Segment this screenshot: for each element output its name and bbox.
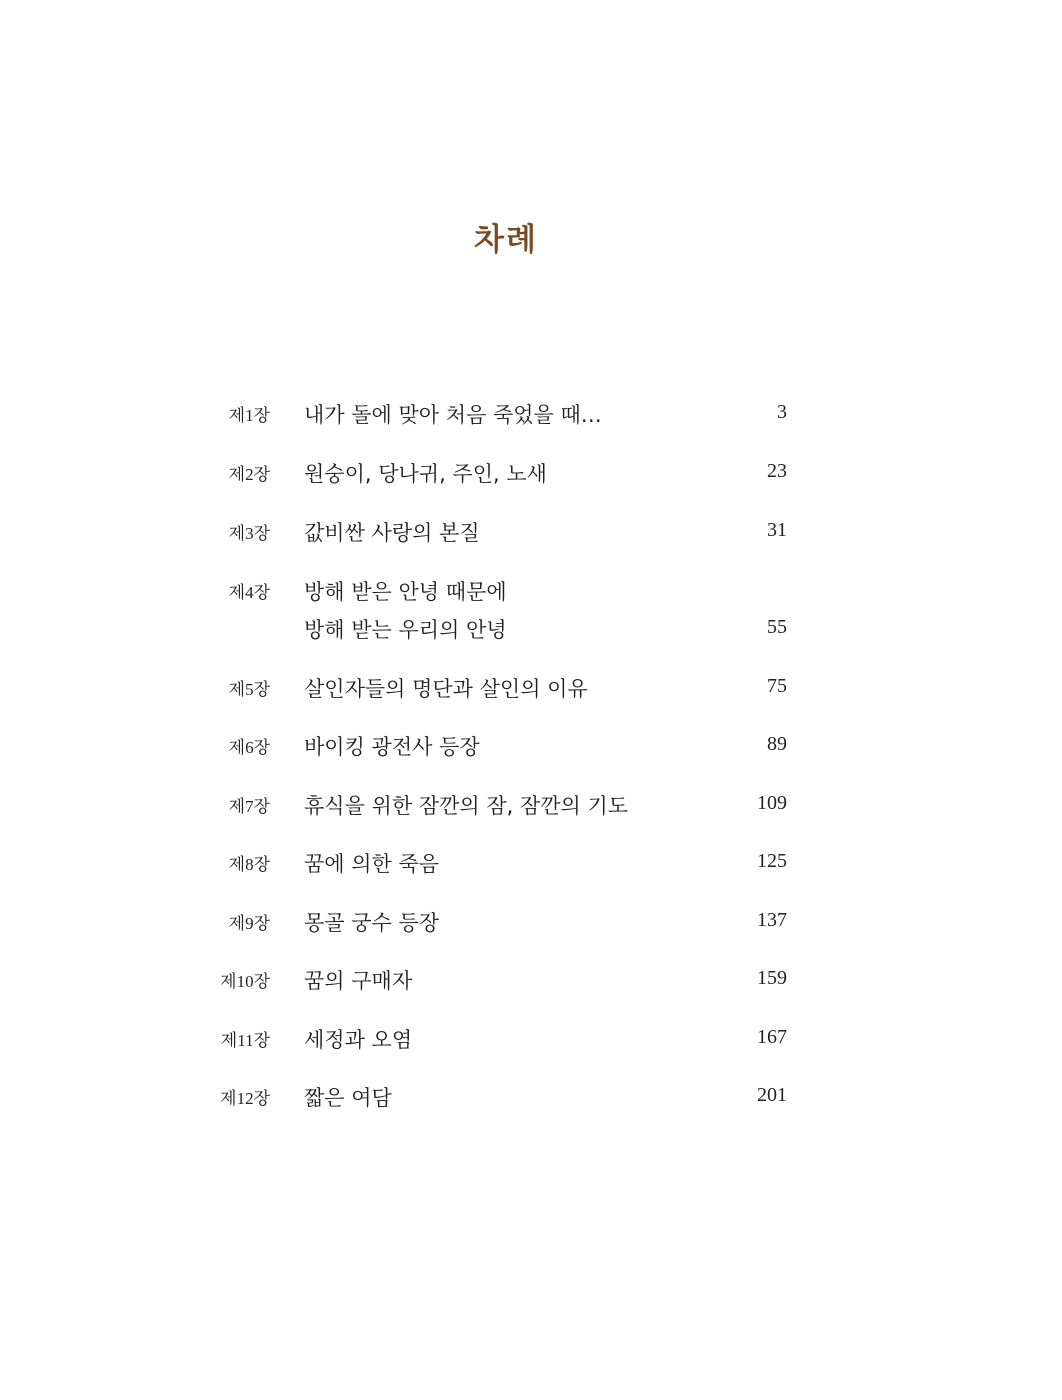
chapter-title-line: 원숭이, 당나귀, 주인, 노새 (304, 462, 547, 486)
chapter-title-line: 세정과 오염 (304, 1028, 413, 1052)
page-number: 75 (767, 675, 787, 697)
chapter-title-line: 꿈의 구매자 (304, 969, 413, 993)
page-number: 109 (757, 792, 787, 814)
page-number: 167 (757, 1026, 787, 1048)
chapter-label: 제12장 (220, 1089, 270, 1108)
chapter-title (304, 1021, 412, 1059)
chapter-title (304, 845, 439, 883)
page-number: 137 (757, 909, 787, 931)
chapter-title (304, 573, 507, 649)
page-number: 55 (767, 616, 787, 638)
chapter-label: 제2장 (228, 465, 270, 484)
chapter-title-line: 바이킹 광전사 등장 (304, 735, 480, 759)
chapter-title (304, 904, 439, 942)
chapter-title (304, 787, 628, 825)
page-title: 차례 (474, 222, 538, 258)
chapter-title (304, 670, 588, 708)
chapter-title (304, 962, 412, 1000)
chapter-title (304, 1079, 392, 1117)
chapter-title (304, 514, 480, 552)
chapter-title-line: 값비싼 사랑의 본질 (304, 521, 480, 545)
page-number: 3 (777, 401, 787, 423)
chapter-label: 제1장 (228, 406, 270, 425)
chapter-title-line: 내가 돌에 맞아 처음 죽었을 때… (304, 403, 602, 427)
chapter-title-line: 꿈에 의한 죽음 (304, 852, 440, 876)
chapter-label: 제7장 (228, 797, 270, 816)
chapter-title-line: 살인자들의 명단과 살인의 이유 (304, 677, 588, 701)
chapter-label: 제8장 (228, 855, 270, 874)
chapter-title (304, 455, 547, 493)
chapter-label: 제4장 (228, 583, 270, 602)
page-number: 201 (757, 1084, 787, 1106)
page-number: 125 (757, 850, 787, 872)
chapter-title-line: 방해 받은 안녕 때문에 (304, 580, 507, 604)
chapter-title-line: 몽골 궁수 등장 (304, 911, 440, 935)
chapter-label: 제3장 (228, 524, 270, 543)
chapter-title-line: 짧은 여담 (304, 1086, 392, 1110)
chapter-title-line: 휴식을 위한 잠깐의 잠, 잠깐의 기도 (304, 794, 629, 818)
page-number: 31 (767, 519, 787, 541)
page-number: 89 (767, 733, 787, 755)
chapter-label: 제11장 (220, 1031, 270, 1050)
page-number: 159 (757, 967, 787, 989)
chapter-title-line: 방해 받는 우리의 안녕 (304, 618, 507, 642)
chapter-label: 제9장 (228, 914, 270, 933)
chapter-title (304, 728, 480, 766)
chapter-label: 제10장 (220, 972, 270, 991)
chapter-label: 제6장 (228, 738, 270, 757)
page-number: 23 (767, 460, 787, 482)
chapter-label: 제5장 (228, 680, 270, 699)
chapter-title (304, 396, 602, 434)
